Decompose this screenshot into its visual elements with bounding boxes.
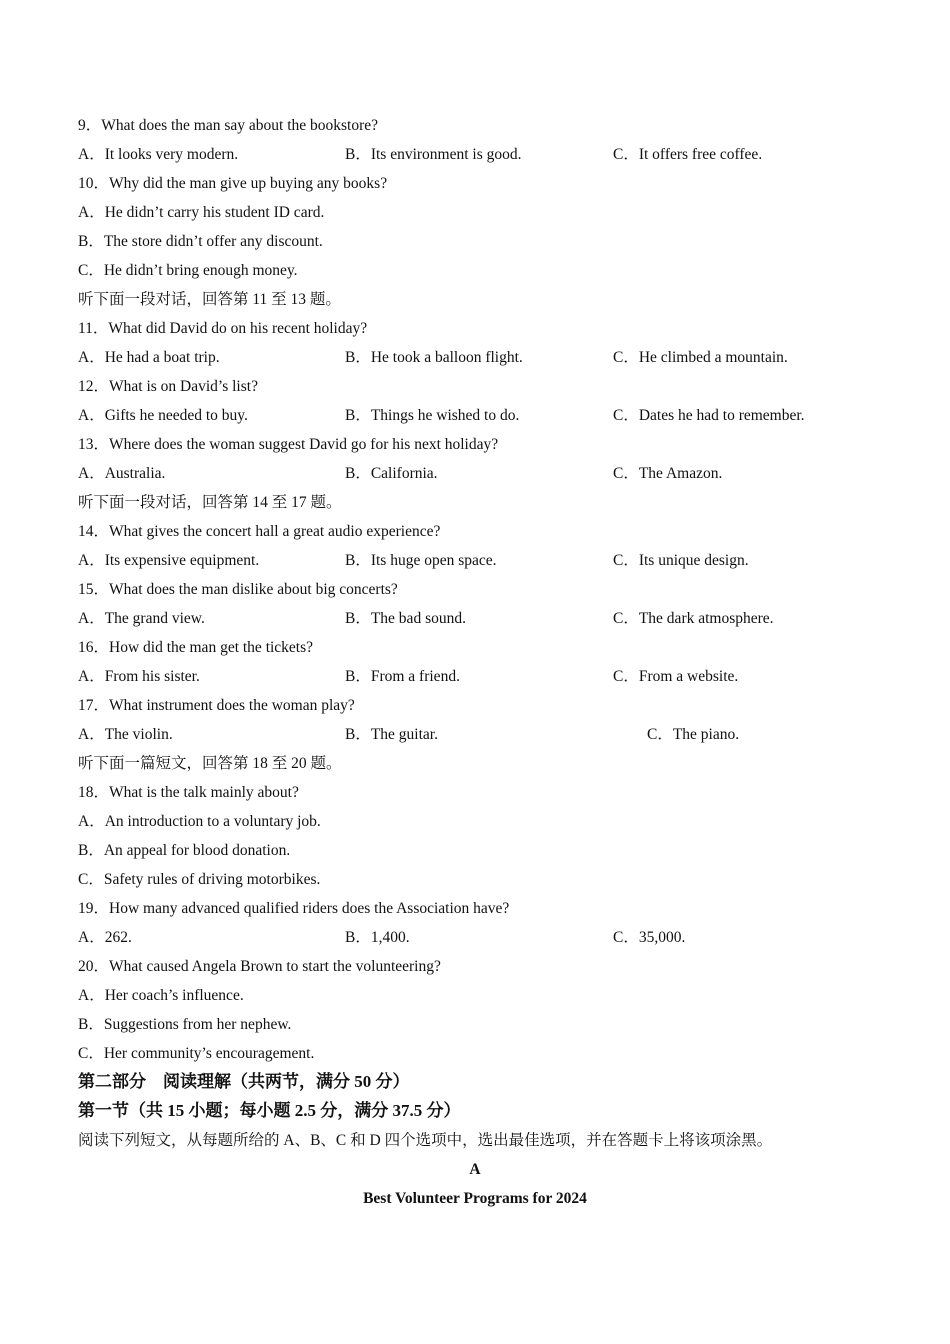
- option-b: B．1,400.: [345, 929, 410, 946]
- option-c: C．Its unique design.: [613, 552, 749, 569]
- question-stem: 17．What instrument does the woman play?: [78, 697, 355, 714]
- question-stem: 9．What does the man say about the bookstore?: [78, 117, 379, 134]
- option-b: B．The store didn’t offer any discount.: [78, 233, 323, 250]
- question-stem: 18．What is the talk mainly about?: [78, 784, 299, 801]
- option-a: A．The violin.: [78, 726, 173, 743]
- option-c: C．Safety rules of driving motorbikes.: [78, 871, 321, 888]
- option-c: C．Her community’s encouragement.: [78, 1045, 315, 1062]
- option-b: B．The bad sound.: [345, 610, 466, 627]
- question-stem: 12．What is on David’s list?: [78, 378, 258, 395]
- question-stem: 16．How did the man get the tickets?: [78, 639, 314, 656]
- option-c: C．Dates he had to remember.: [613, 407, 805, 424]
- option-a: A．From his sister.: [78, 668, 200, 685]
- option-b: B．From a friend.: [345, 668, 460, 685]
- question-stem: 10．Why did the man give up buying any books?: [78, 175, 388, 192]
- option-c: C．35,000.: [613, 929, 686, 946]
- option-a: A．Gifts he needed to buy.: [78, 407, 248, 424]
- option-a: A．It looks very modern.: [78, 146, 239, 163]
- question-stem: 19．How many advanced qualified riders does the Association have?: [78, 900, 510, 917]
- option-c: C．From a website.: [613, 668, 739, 685]
- option-a: A．An introduction to a voluntary job.: [78, 813, 321, 830]
- option-b: B．Its huge open space.: [345, 552, 497, 569]
- question-stem: 20．What caused Angela Brown to start the volunteering?: [78, 958, 441, 975]
- part-heading: 第二部分 阅读理解（共两节，满分 50 分）: [78, 1072, 410, 1091]
- passage-title: Best Volunteer Programs for 2024: [363, 1190, 587, 1207]
- section-heading: 第一节（共 15 小题；每小题 2.5 分，满分 37.5 分）: [78, 1101, 461, 1120]
- instruction: 听下面一段对话，回答第 14 至 17 题。: [78, 494, 342, 511]
- question-stem: 13．Where does the woman suggest David go for his next holiday?: [78, 436, 499, 453]
- option-b: B．California.: [345, 465, 438, 482]
- option-c: C．The piano.: [647, 726, 740, 743]
- instruction: 听下面一段对话，回答第 11 至 13 题。: [78, 291, 341, 308]
- instruction: 听下面一篇短文，回答第 18 至 20 题。: [78, 755, 342, 772]
- question-stem: 11．What did David do on his recent holiday?: [78, 320, 368, 337]
- directions: 阅读下列短文，从每题所给的 A、B、C 和 D 四个选项中，选出最佳选项，并在答题卡上将该项涂黑。: [78, 1132, 773, 1149]
- option-a: A．Its expensive equipment.: [78, 552, 260, 569]
- option-c: C．It offers free coffee.: [613, 146, 763, 163]
- option-a: A．Her coach’s influence.: [78, 987, 244, 1004]
- option-b: B．The guitar.: [345, 726, 438, 743]
- option-c: C．He climbed a mountain.: [613, 349, 788, 366]
- option-a: A．He had a boat trip.: [78, 349, 220, 366]
- question-stem: 15．What does the man dislike about big concerts?: [78, 581, 398, 598]
- option-b: B．An appeal for blood donation.: [78, 842, 291, 859]
- option-a: A．262.: [78, 929, 132, 946]
- option-c: C．The Amazon.: [613, 465, 723, 482]
- option-a: A．Australia.: [78, 465, 166, 482]
- option-b: B．Its environment is good.: [345, 146, 522, 163]
- option-b: B．Things he wished to do.: [345, 407, 520, 424]
- option-b: B．Suggestions from her nephew.: [78, 1016, 292, 1033]
- option-a: A．He didn’t carry his student ID card.: [78, 204, 325, 221]
- question-stem: 14．What gives the concert hall a great audio experience?: [78, 523, 441, 540]
- option-c: C．He didn’t bring enough money.: [78, 262, 298, 279]
- passage-letter: A: [469, 1161, 481, 1178]
- option-b: B．He took a balloon flight.: [345, 349, 523, 366]
- option-c: C．The dark atmosphere.: [613, 610, 774, 627]
- option-a: A．The grand view.: [78, 610, 205, 627]
